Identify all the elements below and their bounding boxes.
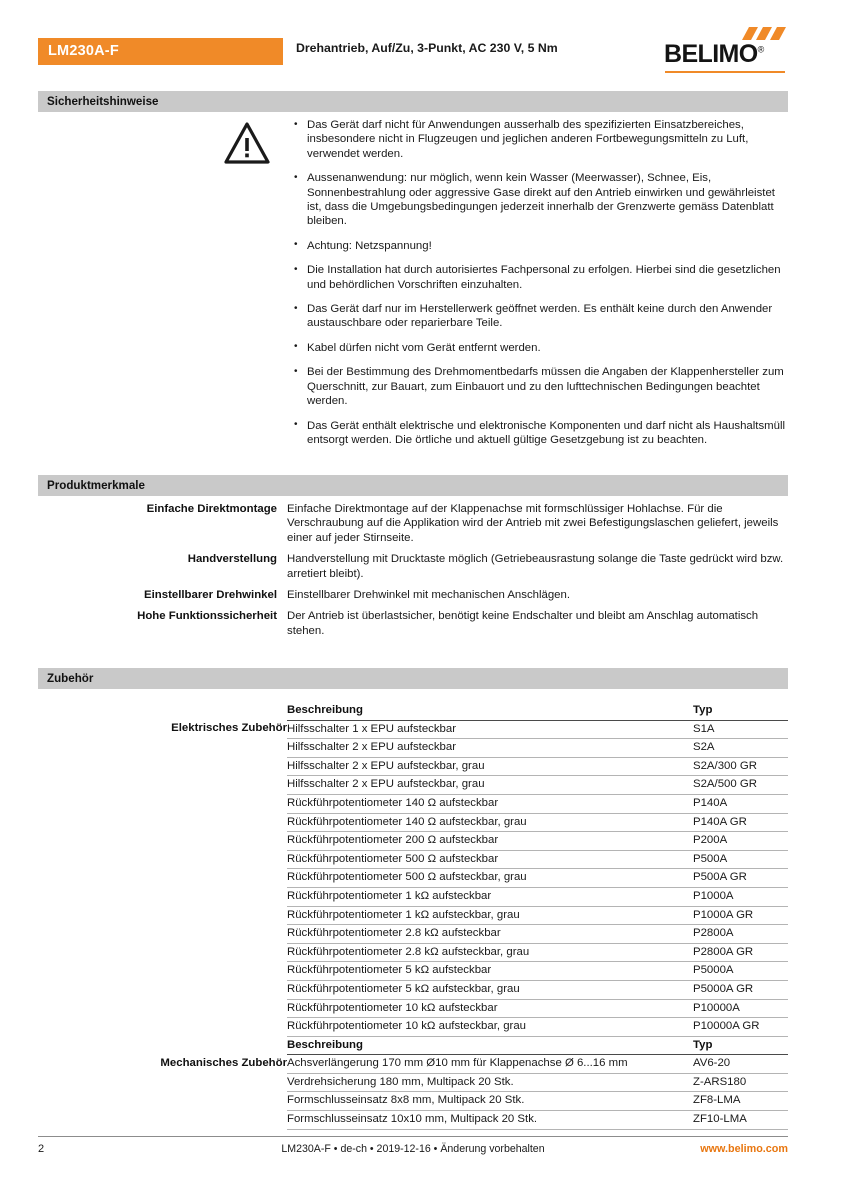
group-label-spacer xyxy=(38,1092,287,1111)
group-label-spacer xyxy=(38,850,287,869)
table-row xyxy=(38,739,788,758)
column-header-type: Typ xyxy=(693,1037,788,1055)
cell-type: P2800A xyxy=(693,925,788,944)
safety-bullet: • Achtung: Netzspannung! xyxy=(293,239,788,253)
cell-description: Hilfsschalter 2 x EPU aufsteckbar, grau xyxy=(287,776,693,795)
group-label-spacer xyxy=(38,757,287,776)
cell-type: P500A xyxy=(693,850,788,869)
group-label-spacer xyxy=(38,962,287,981)
product-subtitle: Drehantrieb, Auf/Zu, 3-Punkt, AC 230 V, 5 Nm xyxy=(296,41,558,55)
group-label-spacer xyxy=(38,739,287,758)
footer-document-info: LM230A-F • de-ch • 2019-12-16 • Änderung vorbehalten xyxy=(281,1143,545,1155)
safety-bullet: • Das Gerät darf nur im Herstellerwerk geöffnet werden. Es enthält keine durch den Anwender austauschbare oder reparierbare Teile. xyxy=(293,302,788,331)
group-label-mechanical: Mechanisches Zubehör xyxy=(160,1056,287,1069)
cell-type: S2A/300 GR xyxy=(693,757,788,776)
group-label-spacer xyxy=(38,794,287,813)
cell-description: Rückführpotentiometer 10 kΩ aufsteckbar, grau xyxy=(287,1018,693,1037)
cell-description: Rückführpotentiometer 2.8 kΩ aufsteckbar xyxy=(287,925,693,944)
group-label-spacer xyxy=(38,1111,287,1130)
table-row xyxy=(38,720,788,739)
belimo-logo xyxy=(664,26,788,76)
safety-bullet: • Kabel dürfen nicht vom Gerät entfernt werden. xyxy=(293,341,788,355)
cell-description: Rückführpotentiometer 200 Ω aufsteckbar xyxy=(287,832,693,851)
product-features-list xyxy=(38,502,788,638)
group-label-spacer xyxy=(38,999,287,1018)
group-label-spacer xyxy=(38,906,287,925)
table-row xyxy=(38,1018,788,1037)
group-label-spacer xyxy=(38,813,287,832)
group-label-spacer xyxy=(38,887,287,906)
cell-type: Z-ARS180 xyxy=(693,1073,788,1092)
safety-bullet: • Bei der Bestimmung des Drehmomentbedarfs müssen die Angaben der Klappenhersteller zum Querschnitt, zur Bauart, zum Einbauort und zu den lufttechnischen Bedingungen beachtet werden. xyxy=(293,365,788,408)
table-row xyxy=(38,1092,788,1111)
logo-wordmark xyxy=(664,40,764,69)
product-code-badge: LM230A-F xyxy=(38,38,283,65)
cell-description: Rückführpotentiometer 500 Ω aufsteckbar, grau xyxy=(287,869,693,888)
section-header-features: Produktmerkmale xyxy=(38,475,788,496)
cell-type: P10000A GR xyxy=(693,1018,788,1037)
warning-triangle-icon xyxy=(224,122,270,164)
group-label-electrical: Elektrisches Zubehör xyxy=(171,722,287,735)
table-row xyxy=(38,1073,788,1092)
feature-text: Einfache Direktmontage auf der Klappenachse mit formschlüssiger Hohlachse. Für die Verschraubung auf die Applikation wird der Antrieb mit zwei Befestigungslaschen geliefert, jeweils einer auf jeder Stirnseite. xyxy=(287,503,779,544)
cell-description: Hilfsschalter 2 x EPU aufsteckbar xyxy=(287,739,693,758)
column-header-description: Beschreibung xyxy=(287,1037,693,1055)
section-header-accessories: Zubehör xyxy=(38,668,788,689)
table-row xyxy=(38,794,788,813)
accessories-tables xyxy=(38,702,788,1130)
cell-type: P1000A GR xyxy=(693,906,788,925)
feature-label: Einfache Direktmontage xyxy=(146,503,277,515)
mechanical-accessories-table xyxy=(38,1037,788,1130)
group-label-spacer xyxy=(38,980,287,999)
cell-type: S2A/500 GR xyxy=(693,776,788,795)
group-label-spacer xyxy=(38,943,287,962)
footer-website-link[interactable]: www.belimo.com xyxy=(700,1143,788,1155)
cell-type: S1A xyxy=(693,720,788,739)
cell-type: P140A GR xyxy=(693,813,788,832)
table-row xyxy=(38,906,788,925)
table-row xyxy=(38,832,788,851)
feature-text: Einstellbarer Drehwinkel mit mechanischen Anschlägen. xyxy=(287,589,571,602)
group-label-spacer xyxy=(38,869,287,888)
cell-description: Hilfsschalter 1 x EPU aufsteckbar xyxy=(287,720,693,739)
cell-type: P5000A GR xyxy=(693,980,788,999)
safety-bullet: • Das Gerät darf nicht für Anwendungen ausserhalb des spezifizierten Einsatzbereiches, insbesondere nicht in Flugzeugen und jeglichen anderen Fortbewegungsmitteln zu Luft, verwendet werden. xyxy=(293,118,788,161)
cell-description: Formschlusseinsatz 10x10 mm, Multipack 20 Stk. xyxy=(287,1111,693,1130)
section-header-safety: Sicherheitshinweise xyxy=(38,91,788,112)
feature-row xyxy=(38,552,788,581)
cell-description: Rückführpotentiometer 2.8 kΩ aufsteckbar, grau xyxy=(287,943,693,962)
group-label-spacer xyxy=(38,1073,287,1092)
cell-type: AV6-20 xyxy=(693,1055,788,1074)
cell-description: Hilfsschalter 2 x EPU aufsteckbar, grau xyxy=(287,757,693,776)
table-header-row xyxy=(38,1037,788,1055)
cell-description: Achsverlängerung 170 mm Ø10 mm für Klappenachse Ø 6...16 mm xyxy=(287,1055,693,1074)
table-row xyxy=(38,943,788,962)
group-label-spacer xyxy=(38,1018,287,1037)
safety-bullet: • Die Installation hat durch autorisiertes Fachpersonal zu erfolgen. Hierbei sind die gesetzlichen und behördlichen Vorschriften einzuhalten. xyxy=(293,263,788,292)
cell-type: P140A xyxy=(693,794,788,813)
cell-description: Formschlusseinsatz 8x8 mm, Multipack 20 Stk. xyxy=(287,1092,693,1111)
safety-bullet: • Das Gerät enthält elektrische und elektronische Komponenten und darf nicht als Haushaltsmüll entsorgt werden. Die örtliche und aktuell gültige Gesetzgebung ist zu beachten. xyxy=(293,419,788,448)
cell-type: P500A GR xyxy=(693,869,788,888)
cell-type: P2800A GR xyxy=(693,943,788,962)
page-number: 2 xyxy=(38,1143,45,1155)
group-label-spacer xyxy=(38,776,287,795)
logo-registered-mark: ® xyxy=(757,44,764,55)
safety-bullet-list xyxy=(293,118,788,447)
table-row xyxy=(38,1111,788,1130)
table-row xyxy=(38,962,788,981)
feature-row xyxy=(38,502,788,545)
logo-stripes-icon xyxy=(733,27,787,40)
table-row xyxy=(38,757,788,776)
cell-type: ZF10-LMA xyxy=(693,1111,788,1130)
cell-description: Verdrehsicherung 180 mm, Multipack 20 Stk. xyxy=(287,1073,693,1092)
cell-type: P10000A xyxy=(693,999,788,1018)
group-label-spacer xyxy=(38,702,287,720)
group-label-spacer xyxy=(38,925,287,944)
table-row xyxy=(38,776,788,795)
cell-description: Rückführpotentiometer 1 kΩ aufsteckbar xyxy=(287,887,693,906)
feature-text: Handverstellung mit Drucktaste möglich (Getriebeausrastung solange die Taste gedrückt wird bzw. arretiert bleibt). xyxy=(287,553,784,580)
logo-underline xyxy=(665,71,785,73)
table-row xyxy=(38,980,788,999)
cell-type: S2A xyxy=(693,739,788,758)
cell-description: Rückführpotentiometer 10 kΩ aufsteckbar xyxy=(287,999,693,1018)
page-header xyxy=(38,26,788,78)
table-row xyxy=(38,869,788,888)
feature-row xyxy=(38,588,788,602)
column-header-description: Beschreibung xyxy=(287,702,693,720)
table-row xyxy=(38,999,788,1018)
table-row xyxy=(38,850,788,869)
feature-text: Der Antrieb ist überlastsicher, benötigt keine Endschalter und bleibt am Anschlag automatisch stehen. xyxy=(287,610,759,637)
cell-type: ZF8-LMA xyxy=(693,1092,788,1111)
group-label-spacer xyxy=(38,832,287,851)
cell-description: Rückführpotentiometer 140 Ω aufsteckbar xyxy=(287,794,693,813)
cell-description: Rückführpotentiometer 5 kΩ aufsteckbar xyxy=(287,962,693,981)
cell-description: Rückführpotentiometer 500 Ω aufsteckbar xyxy=(287,850,693,869)
cell-description: Rückführpotentiometer 1 kΩ aufsteckbar, grau xyxy=(287,906,693,925)
feature-label: Hohe Funktionssicherheit xyxy=(137,610,277,623)
cell-type: P5000A xyxy=(693,962,788,981)
feature-label: Einstellbarer Drehwinkel xyxy=(144,589,277,602)
table-header-row xyxy=(38,702,788,720)
column-header-type: Typ xyxy=(693,702,788,720)
electrical-accessories-table xyxy=(38,702,788,1037)
table-row xyxy=(38,925,788,944)
cell-type: P1000A xyxy=(693,887,788,906)
table-row xyxy=(38,887,788,906)
feature-label: Handverstellung xyxy=(187,553,277,566)
table-row xyxy=(38,1055,788,1074)
feature-row xyxy=(38,609,788,638)
table-row xyxy=(38,813,788,832)
cell-description: Rückführpotentiometer 5 kΩ aufsteckbar, grau xyxy=(287,980,693,999)
cell-description: Rückführpotentiometer 140 Ω aufsteckbar, grau xyxy=(287,813,693,832)
logo-text: BELIMO xyxy=(664,40,758,68)
safety-bullet: • Aussenanwendung: nur möglich, wenn kein Wasser (Meerwasser), Schnee, Eis, Sonnenbestrahlung oder aggressive Gase direkt auf den Antrieb einwirken und gewährleistet ist, dass die Umgebungsbedingungen jederzeit innerhalb der Grenzwerte gemäss Datenblatt bleiben. xyxy=(293,171,788,229)
group-label-spacer xyxy=(38,1037,287,1055)
cell-type: P200A xyxy=(693,832,788,851)
page-footer xyxy=(38,1136,788,1162)
